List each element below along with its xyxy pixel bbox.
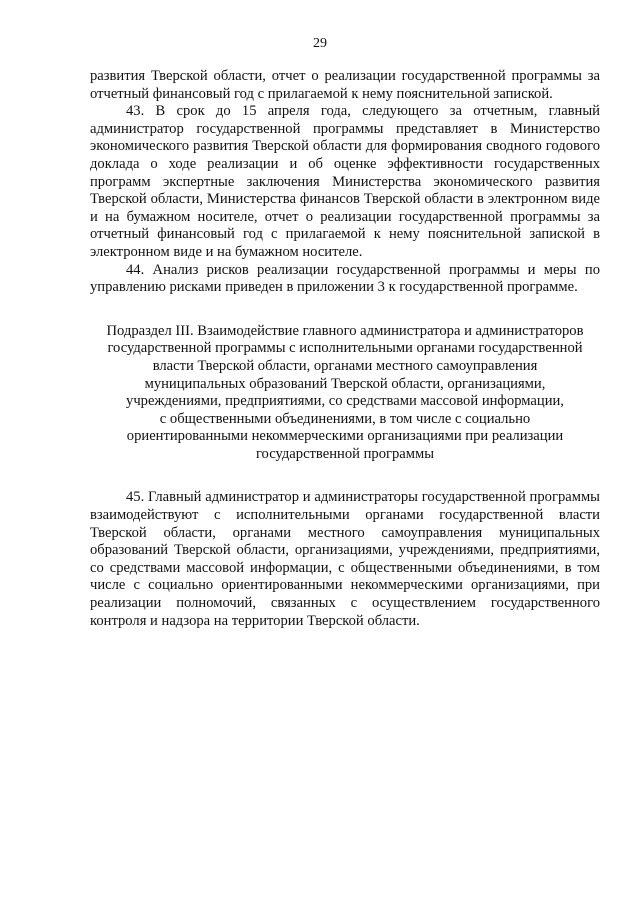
- section-heading-subsection-3: [90, 323, 600, 464]
- paragraph-item-43: 43. В срок до 15 апреля года, следующего за отчетным, главный администратор государственной программы представляет в Министерство экономического развития Тверской области для формирования сводного годового доклада о ходе реализации и об оценке эффективности государственных программ экспертные заключения Министерства экономического развития Тверской области, Министерства финансов Тверской области в электронном виде и на бумажном носителе, отчет о реализации государственной программы за отчетный финансовый год с прилагаемой к нему пояснительной запиской в электронном виде и на бумажном носителе.: [90, 103, 600, 260]
- heading-line: с общественными объединениями, в том числе с социально: [159, 410, 531, 427]
- heading-line: государственной программы: [255, 445, 435, 462]
- heading-line: Подраздел III. Взаимодействие главного администратора и администраторов: [106, 322, 584, 339]
- heading-line: власти Тверской области, органами местного самоуправления: [152, 357, 538, 374]
- paragraph-item-44: 44. Анализ рисков реализации государственной программы и меры по управлению рисками приведен в приложении 3 к государственной программе.: [90, 261, 600, 296]
- heading-line: ориентированными некоммерческими организациями при реализации: [126, 428, 564, 445]
- heading-line: учреждениями, предприятиями, со средствами массовой информации,: [126, 393, 564, 410]
- heading-line: государственной программы с исполнительными органами государственной: [107, 340, 583, 357]
- heading-line: муниципальных образований Тверской области, организациями,: [144, 375, 546, 392]
- paragraph-continuation: развития Тверской области, отчет о реализации государственной программы за отчетный финансовый год с прилагаемой к нему пояснительной запиской.: [90, 68, 600, 102]
- page-number: 29: [313, 36, 327, 51]
- document-body: [90, 68, 600, 630]
- paragraph-item-45: 45. Главный администратор и администраторы государственной программы взаимодействуют с исполнительными органами государственной власти Тверской области, органами местного самоуправления муниципальных образований Тверской области, организациями, учреждениями, предприятиями, со средствами массовой информации, с общественными объединениями, в том числе с социально ориентированными некоммерческими организациями, при реализации полномочий, связанных с осуществлением государственного контроля и надзора на территории Тверской области.: [90, 489, 600, 629]
